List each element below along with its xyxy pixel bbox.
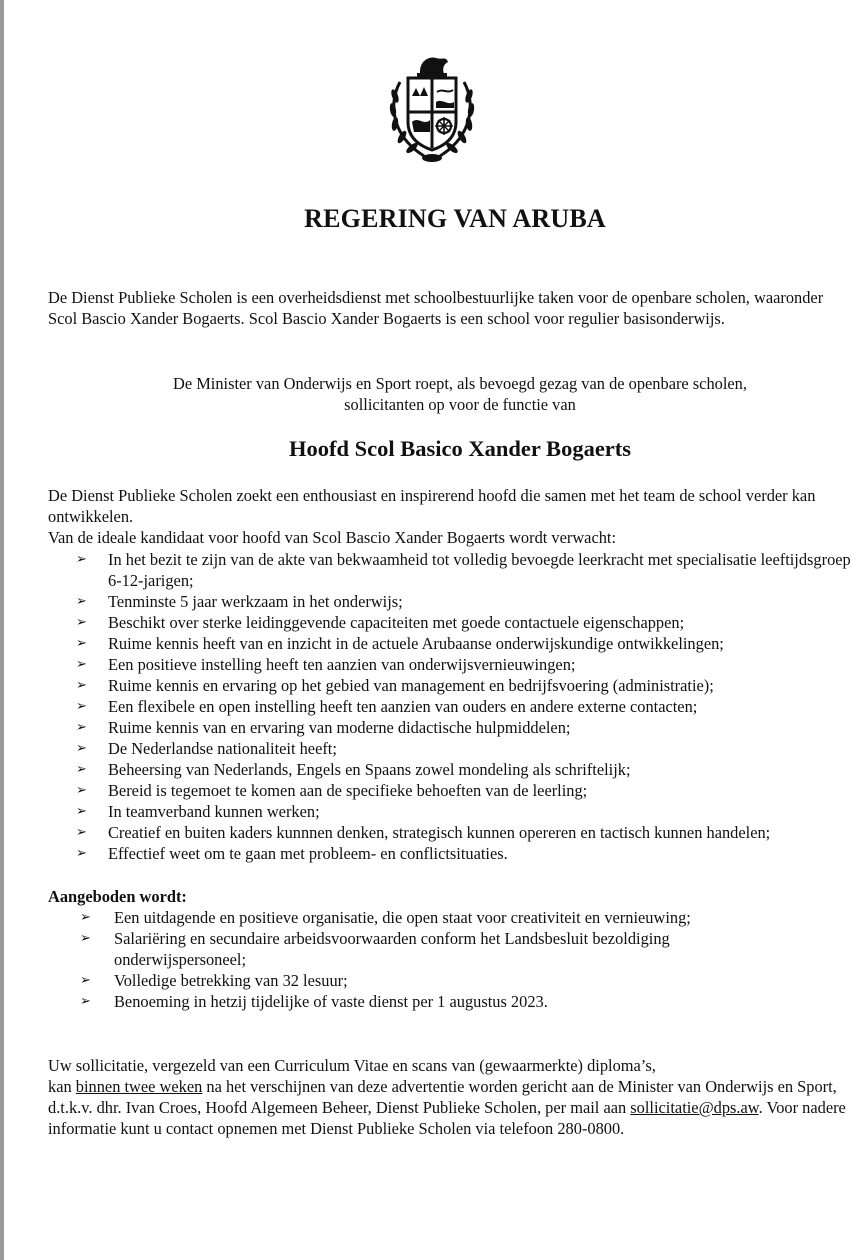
arrow-bullet-icon: ➢	[76, 594, 87, 609]
requirement-item	[76, 822, 864, 843]
arrow-bullet-icon: ➢	[76, 741, 87, 756]
intro-paragraph: De Dienst Publieke Scholen is een overheidsdienst met schoolbestuurlijke taken voor de openbare scholen, waaronder Scol Bascio Xander Bogaerts. Scol Bascio Xander Bogaerts is een school voor regulier basisonderwijs.	[48, 288, 824, 328]
arrow-bullet-icon: ➢	[76, 657, 87, 672]
description	[48, 485, 848, 548]
offer-item	[80, 991, 780, 1012]
announcement-line: sollicitanten op voor de functie van	[344, 395, 576, 414]
requirement-text: Tenminste 5 jaar werkzaam in het onderwijs;	[108, 592, 403, 611]
requirement-item	[76, 654, 864, 675]
job-title: Hoofd Scol Basico Xander Bogaerts	[288, 436, 632, 461]
arrow-bullet-icon: ➢	[80, 994, 91, 1009]
requirement-item	[76, 675, 864, 696]
offer-item	[80, 907, 780, 928]
offer-text: Benoeming in hetzij tijdelijke of vaste dienst per 1 augustus 2023.	[114, 992, 548, 1011]
requirement-text: Creatief en buiten kaders kunnnen denken, strategisch kunnen opereren en tactisch kunnen handelen;	[108, 823, 771, 842]
arrow-bullet-icon: ➢	[80, 931, 91, 946]
requirement-item	[76, 591, 864, 612]
requirement-text: Een flexibele en open instelling heeft ten aanzien van ouders en andere externe contacten;	[108, 697, 698, 716]
requirement-text: Effectief weet om te gaan met probleem- en conflictsituaties.	[108, 844, 508, 863]
closing-text: na het verschijnen van deze advertentie worden gericht aan de Minister van Onderwijs en Sport, d.t.k.v. dhr. Ivan Croes, Hoofd Algemeen Beheer, Dienst Publieke Scholen, per mail aan	[48, 1077, 837, 1117]
requirement-text: In het bezit te zijn van de akte van bekwaamheid tot volledig bevoegde leerkracht met specialisatie leeftijdsgroep 6-12-jarigen;	[108, 550, 851, 590]
offer-item	[80, 928, 780, 970]
closing-text: . Voor nadere informatie kunt u contact opnemen met Dienst Publieke Scholen via telefoon 280-0800.	[48, 1098, 846, 1138]
requirement-text: Ruime kennis heeft van en inzicht in de actuele Arubaanse onderwijskundige ontwikkelingen;	[108, 634, 724, 653]
offer-text: Een uitdagende en positieve organisatie, die open staat voor creativiteit en vernieuwing;	[114, 908, 691, 927]
arrow-bullet-icon: ➢	[80, 973, 91, 988]
aruba-coat-of-arms-icon	[384, 52, 480, 164]
requirement-item	[76, 801, 864, 822]
requirement-item	[76, 717, 864, 738]
arrow-bullet-icon: ➢	[76, 636, 87, 651]
closing-paragraph	[48, 1055, 848, 1139]
requirement-item	[76, 612, 864, 633]
requirement-item	[76, 696, 864, 717]
arrow-bullet-icon: ➢	[76, 678, 87, 693]
page-title: REGERING VAN ARUBA	[304, 204, 606, 233]
announcement	[120, 373, 800, 415]
requirements-list	[76, 549, 864, 864]
requirement-text: De Nederlandse nationaliteit heeft;	[108, 739, 337, 758]
arrow-bullet-icon: ➢	[76, 783, 87, 798]
closing-line: Uw sollicitatie, vergezeld van een Curriculum Vitae en scans van (gewaarmerkte) diploma’s,	[48, 1056, 656, 1075]
description-line: De Dienst Publieke Scholen zoekt een enthousiast en inspirerend hoofd die samen met het team de school verder kan ontwikkelen.	[48, 486, 816, 526]
requirement-text: Bereid is tegemoet te komen aan de specifieke behoeften van de leerling;	[108, 781, 588, 800]
requirement-item	[76, 759, 864, 780]
requirement-item	[76, 633, 864, 654]
offer-list	[80, 907, 780, 1012]
arrow-bullet-icon: ➢	[76, 846, 87, 861]
arrow-bullet-icon: ➢	[76, 615, 87, 630]
requirement-text: Beheersing van Nederlands, Engels en Spaans zowel mondeling als schriftelijk;	[108, 760, 631, 779]
arrow-bullet-icon: ➢	[76, 552, 87, 567]
offer-text: Volledige betrekking van 32 lesuur;	[114, 971, 348, 990]
closing-text: kan	[48, 1077, 72, 1096]
arrow-bullet-icon: ➢	[76, 762, 87, 777]
arrow-bullet-icon: ➢	[80, 910, 91, 925]
requirement-text: Een positieve instelling heeft ten aanzien van onderwijsvernieuwingen;	[108, 655, 576, 674]
requirement-item	[76, 780, 864, 801]
offer-item	[80, 970, 780, 991]
requirement-text: Ruime kennis en ervaring op het gebied van management en bedrijfsvoering (administratie);	[108, 676, 714, 695]
requirement-text: Ruime kennis van en ervaring van moderne didactische hulpmiddelen;	[108, 718, 571, 737]
offer-text: Salariëring en secundaire arbeidsvoorwaarden conform het Landsbesluit bezoldiging onderwijspersoneel;	[114, 929, 670, 969]
requirement-text: Beschikt over sterke leidinggevende capaciteiten met goede contactuele eigenschappen;	[108, 613, 685, 632]
arrow-bullet-icon: ➢	[76, 720, 87, 735]
arrow-bullet-icon: ➢	[76, 825, 87, 840]
requirement-item	[76, 738, 864, 759]
description-line: Van de ideale kandidaat voor hoofd van Scol Bascio Xander Bogaerts wordt verwacht:	[48, 528, 617, 547]
email-link[interactable]: sollicitatie@dps.aw	[630, 1098, 759, 1117]
requirement-item	[76, 549, 864, 591]
deadline-text: binnen twee weken	[75, 1077, 203, 1096]
announcement-line: De Minister van Onderwijs en Sport roept, als bevoegd gezag van de openbare scholen,	[173, 374, 747, 393]
arrow-bullet-icon: ➢	[76, 699, 87, 714]
arrow-bullet-icon: ➢	[76, 804, 87, 819]
closing-body	[48, 1076, 848, 1139]
offer-heading: Aangeboden wordt:	[48, 887, 187, 906]
requirement-item	[76, 843, 864, 864]
requirement-text: In teamverband kunnen werken;	[108, 802, 320, 821]
